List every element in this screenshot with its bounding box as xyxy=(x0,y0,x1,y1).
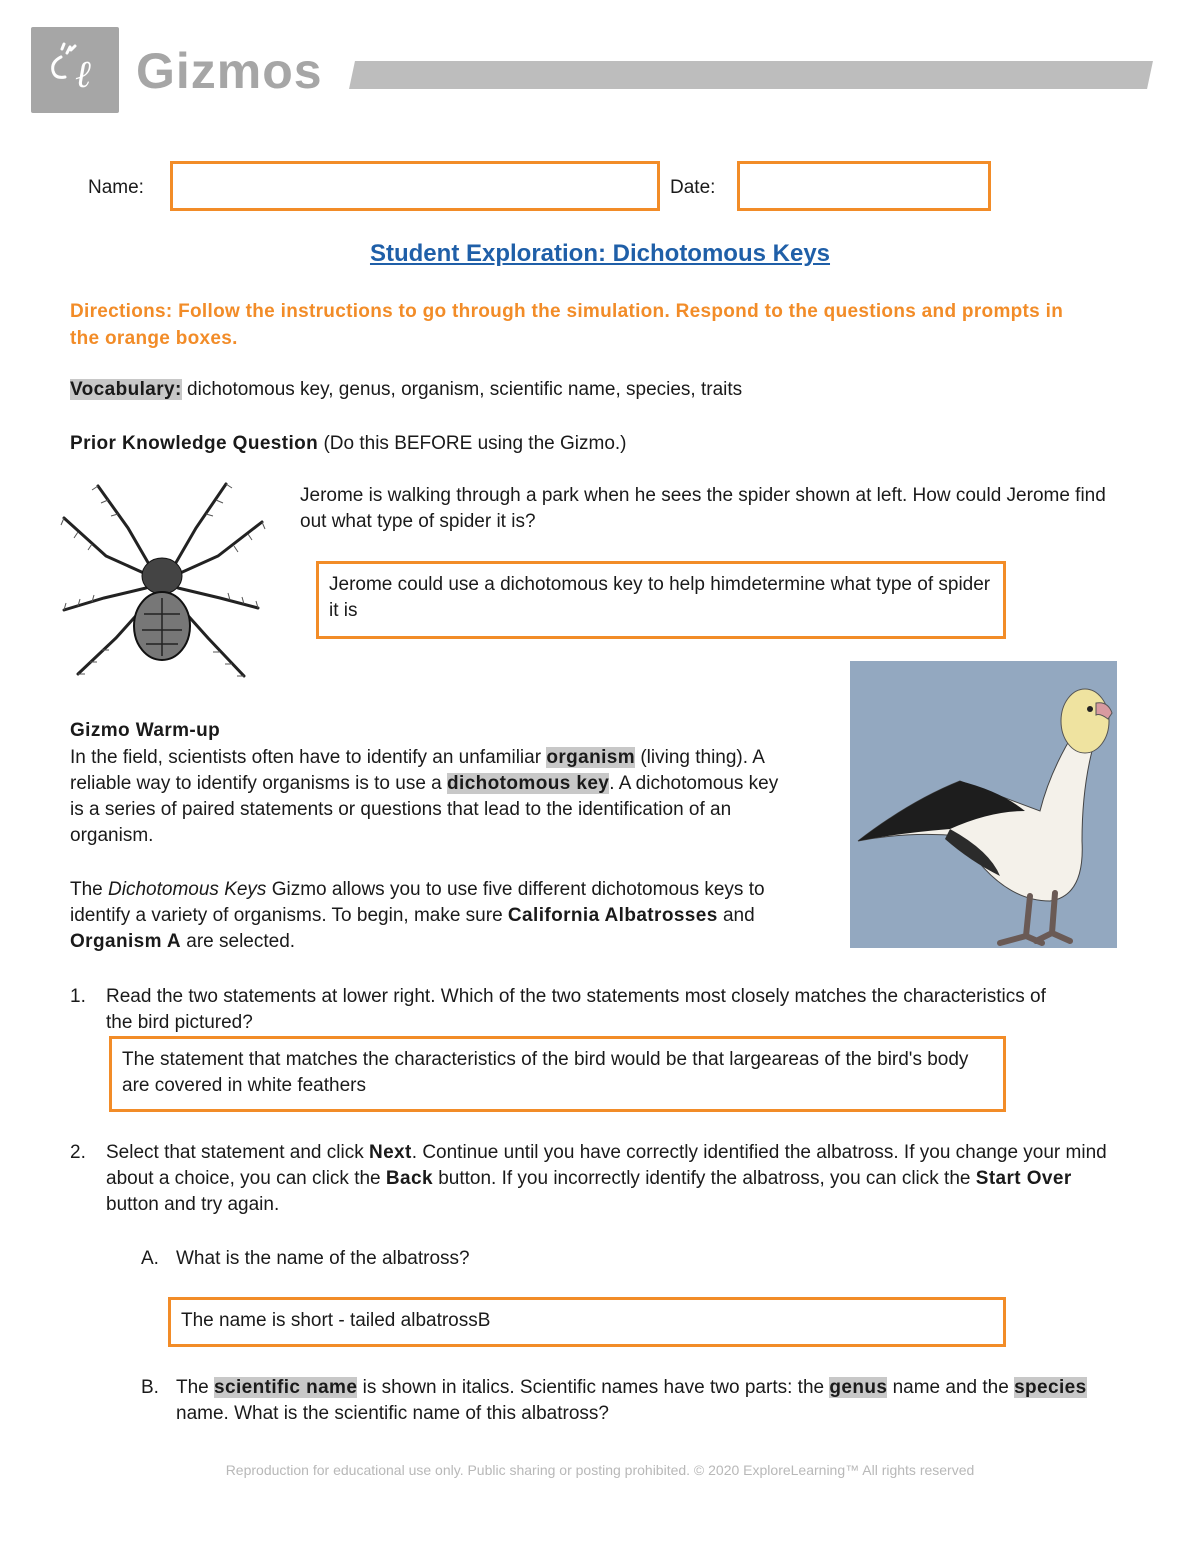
el-logo-icon xyxy=(31,27,119,113)
prior-question: Jerome is walking through a park when he sees the spider shown at left. How could Jerome find out what type of spider it is? xyxy=(300,485,1106,532)
q2-t2: . Continue until you have correctly identified the albatross. If you change your mind about a choice, you can click the xyxy=(106,1142,1107,1189)
q2b-t3: name and the xyxy=(887,1377,1015,1398)
term-genus: genus xyxy=(829,1377,888,1398)
q2a-answer-box[interactable]: The name is short - tailed albatrossB xyxy=(168,1297,1006,1347)
q2-number: 2. xyxy=(70,1142,86,1163)
page-title: Student Exploration: Dichotomous Keys xyxy=(369,240,831,267)
q2b-t1: The xyxy=(176,1377,215,1398)
albatross-illustration xyxy=(850,661,1117,948)
brand-name: Gizmos xyxy=(136,43,323,99)
term-organism: organism xyxy=(546,747,636,768)
warmup-heading xyxy=(70,718,220,744)
q2-back: Back xyxy=(385,1168,433,1189)
q2-t1: Select that statement and click xyxy=(106,1142,369,1163)
vocabulary xyxy=(70,377,742,403)
gizmo-name: Dichotomous Keys xyxy=(108,879,267,900)
california-albatrosses: California Albatrosses xyxy=(507,905,718,926)
q2b-t2: is shown in italics. Scientific names have two parts: the xyxy=(357,1377,830,1398)
prior-note: (Do this BEFORE using the Gizmo.) xyxy=(318,433,627,454)
q2a-label: A. xyxy=(141,1248,159,1269)
warmup-p2-a: The xyxy=(70,879,109,900)
directions: Directions: Follow the instructions to go through the simulation. Respond to the questions and prompts in the orange boxes. xyxy=(70,301,1064,349)
gizmos-logo-mark xyxy=(31,27,119,113)
warmup-p1-a: In the field, scientists often have to identify an unfamiliar xyxy=(70,747,547,768)
q1-text: Read the two statements at lower right. Which of the two statements most closely matches the characteristics of the bird pictured? xyxy=(106,986,1046,1033)
name-field[interactable] xyxy=(170,161,660,211)
spider-image xyxy=(58,478,266,684)
q1-number: 1. xyxy=(70,986,86,1007)
date-label: Date: xyxy=(670,177,716,198)
prior-answer-box[interactable]: Jerome could use a dichotomous key to help himdetermine what type of spider it is xyxy=(316,561,1006,639)
q2b-label: B. xyxy=(141,1377,159,1398)
q2-text xyxy=(106,1140,1116,1218)
prior-knowledge xyxy=(70,431,627,457)
q2-next: Next xyxy=(368,1142,412,1163)
footer: Reproduction for educational use only. Public sharing or posting prohibited. © 2020 ExploreLearning™ All rights reserved xyxy=(225,1462,975,1478)
warmup-heading-text: Gizmo Warm-up xyxy=(70,720,221,741)
q2a-text: What is the name of the albatross? xyxy=(176,1248,470,1269)
date-field[interactable] xyxy=(737,161,991,211)
organism-a: Organism A xyxy=(70,931,181,952)
albatross-image xyxy=(850,661,1117,948)
q2-t4: button and try again. xyxy=(106,1194,280,1215)
q2-start-over: Start Over xyxy=(975,1168,1072,1189)
q1-answer-box[interactable]: The statement that matches the characteristics of the bird would be that largeareas of the bird's body are covered in white feathers xyxy=(109,1036,1006,1112)
spider-illustration xyxy=(58,478,266,684)
warmup-p2-d: are selected. xyxy=(181,931,296,952)
vocabulary-terms: dichotomous key, genus, organism, scientific name, species, traits xyxy=(181,379,743,400)
term-species: species xyxy=(1014,1377,1087,1398)
warmup-p1-b: (living thing). A reliable way to identify organisms is to use a xyxy=(70,747,764,794)
term-dichotomous-key: dichotomous key xyxy=(447,773,610,794)
term-scientific-name: scientific name xyxy=(214,1377,358,1398)
logo-glyph: ℓ xyxy=(75,52,91,96)
warmup-p2-b: Gizmo allows you to use five different dichotomous keys to identify a variety of organisms. To begin, make sure xyxy=(70,879,765,926)
vocabulary-label: Vocabulary: xyxy=(70,379,182,400)
prior-heading: Prior Knowledge Question xyxy=(70,433,319,454)
warmup-paragraph-2 xyxy=(70,877,800,955)
name-label: Name: xyxy=(88,177,144,198)
q2b-t4: name. What is the scientific name of this albatross? xyxy=(176,1403,609,1424)
warmup-p1-c: . A dichotomous key is a series of paired statements or questions that lead to the identification of an organism. xyxy=(70,773,779,846)
warmup-p2-c: and xyxy=(717,905,755,926)
q2b-text xyxy=(176,1375,1126,1427)
q2-t3: button. If you incorrectly identify the albatross, you can click the xyxy=(432,1168,976,1189)
header-bar xyxy=(349,61,1153,89)
warmup-paragraph-1 xyxy=(70,745,785,849)
